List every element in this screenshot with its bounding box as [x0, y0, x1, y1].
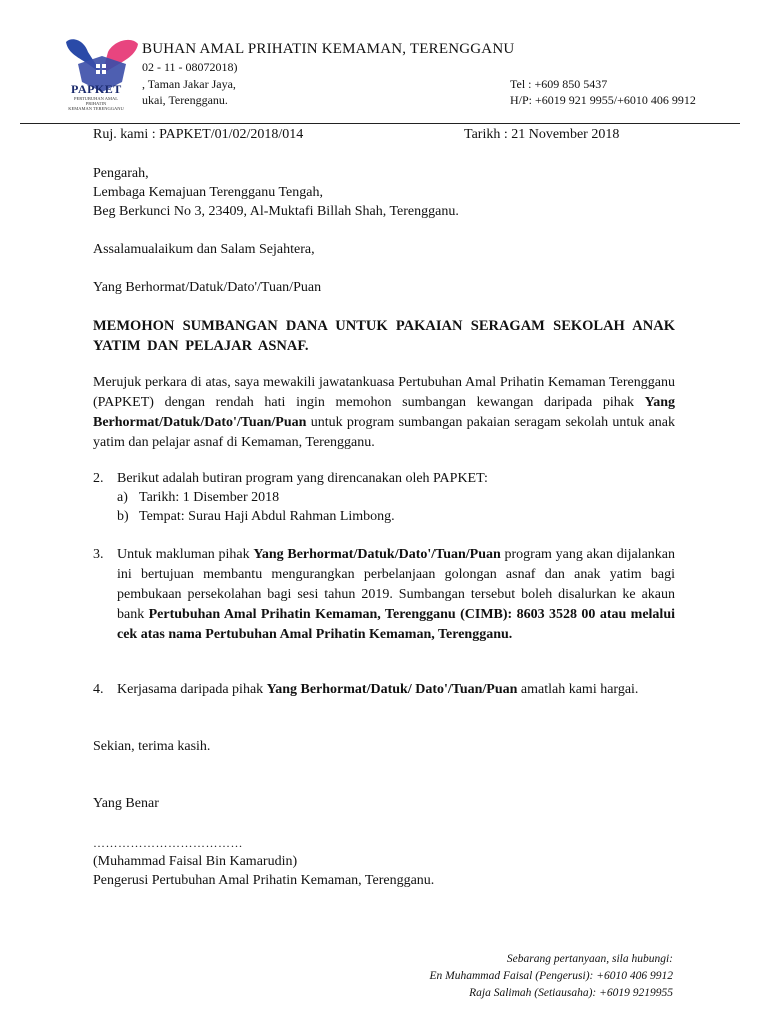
- closing: Sekian, terima kasih.: [93, 739, 211, 754]
- registration-number: 02 - 11 - 08072018): [142, 60, 238, 74]
- item-2-a-text: Tarikh: 1 Disember 2018: [139, 490, 280, 505]
- item-2-text: Berikut adalah butiran program yang direncanakan oleh PAPKET:: [117, 471, 488, 486]
- item-2-number: 2.: [93, 471, 104, 486]
- item-2-b-text: Tempat: Surau Haji Abdul Rahman Limbong.: [139, 509, 395, 524]
- footer-contact-heading: Sebarang pertanyaan, sila hubungi:: [506, 953, 673, 965]
- salutation: Yang Berhormat/Datuk/Dato'/Tuan/Puan: [93, 280, 322, 295]
- item-2-b-label: b): [117, 509, 129, 524]
- organization-name: BUHAN AMAL PRIHATIN KEMAMAN, TERENGGANU: [142, 41, 515, 57]
- signer-title: Pengerusi Pertubuhan Amal Prihatin Kemaman, Terengganu.: [93, 873, 435, 888]
- item-4-text: Kerjasama daripada pihak Yang Berhormat/Datuk/ Dato'/Tuan/Puan amatlah kami hargai.: [117, 682, 639, 697]
- sign-off: Yang Benar: [93, 796, 159, 811]
- footer-contact-secretary: Raja Salimah (Setiausaha): +6019 9219955: [469, 987, 673, 999]
- recipient-line-3: Beg Berkunci No 3, 23409, Al-Muktafi Billah Shah, Terengganu.: [93, 204, 459, 219]
- letter-date: Tarikh : 21 November 2018: [464, 127, 620, 142]
- greeting: Assalamualaikum dan Salam Sejahtera,: [93, 242, 315, 257]
- handphone: H/P: +6019 921 9955/+6010 406 9912: [510, 93, 696, 107]
- signer-name: (Muhammad Faisal Bin Kamarudin): [93, 854, 298, 869]
- address-line-2: ukai, Terengganu.: [142, 93, 228, 107]
- logo-text: PAPKET: [71, 82, 122, 96]
- address-line-1: , Taman Jakar Jaya,: [142, 77, 236, 91]
- recipient-line-1: Pengarah,: [93, 166, 149, 181]
- logo-subtitle: PERTUBUHAN AMAL PRIHATIN KEMAMAN TERENGGANU: [68, 96, 124, 111]
- signature-line: ………………………………: [93, 836, 243, 850]
- recipient-line-2: Lembaga Kemajuan Terengganu Tengah,: [93, 185, 323, 200]
- telephone: Tel : +609 850 5437: [510, 77, 608, 91]
- letter-subject: MEMOHON SUMBANGAN DANA UNTUK PAKAIAN SERAGAM SEKOLAH ANAK YATIM DAN PELAJAR ASNAF.: [93, 318, 675, 354]
- item-4-number: 4.: [93, 682, 104, 697]
- item-3-text: Untuk makluman pihak Yang Berhormat/Datuk/Dato'/Tuan/Puan program yang akan dijalankan ini bertujuan membantu mengurangkan perbelanjaan golongan asnaf dan anak yatim bagi pembukaan persekolahan bagi sesi tahun 2019. Sumbangan tersebut boleh disalurkan ke akaun bank Pertubuhan Amal Prihatin Kemaman, Terengganu (CIMB): 8603 3528 00 atau melalui cek atas nama Pertubuhan Amal Prihatin Kemaman, Terengganu.: [117, 547, 676, 642]
- item-3-number: 3.: [93, 547, 104, 562]
- header-divider: [20, 123, 740, 124]
- item-2-a-label: a): [117, 490, 128, 505]
- footer-contact-chairman: En Muhammad Faisal (Pengerusi): +6010 406 9912: [429, 970, 673, 982]
- paragraph-1: Merujuk perkara di atas, saya mewakili jawatankuasa Pertubuhan Amal Prihatin Kemaman Terengganu (PAPKET) dengan rendah hati ingin memohon sumbangan kewangan daripada pihak Yang Berhormat/Datuk/Dato'/Tuan/Puan untuk program sumbangan pakaian seragam sekolah untuk anak yatim dan pelajar asnaf di Kemaman, Terengganu.: [93, 375, 675, 450]
- reference-number: Ruj. kami : PAPKET/01/02/2018/014: [93, 127, 304, 142]
